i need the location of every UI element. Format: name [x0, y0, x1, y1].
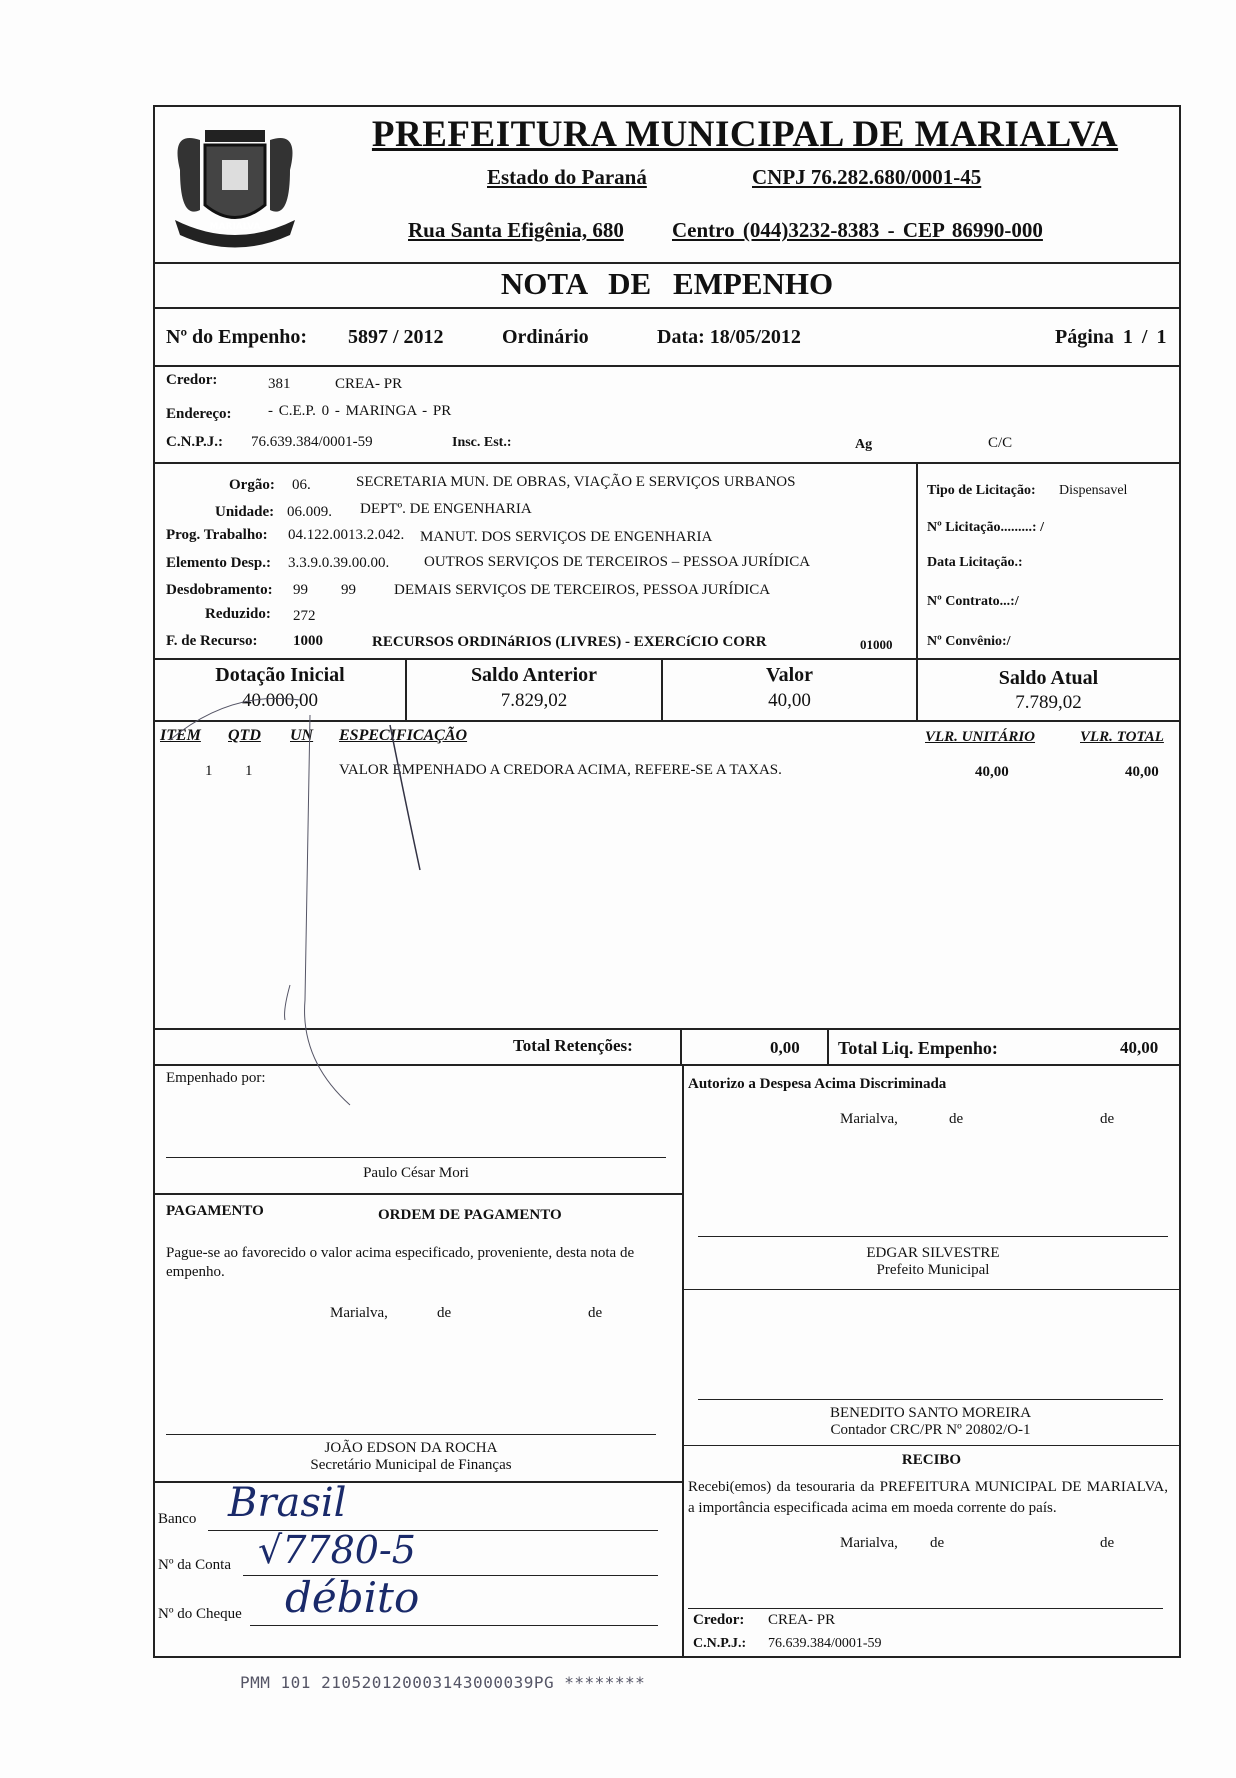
col-un: UN: [290, 727, 314, 744]
valor-label: Valor: [765, 664, 814, 686]
recibo-cnpj-label: C.N.P.J.:: [693, 1636, 747, 1651]
recurso-num: 01000: [860, 637, 893, 652]
ag-label: Ag: [855, 437, 873, 452]
orgao-label: Orgão:: [229, 477, 275, 493]
licitacao-tipo-label: Tipo de Licitação:: [927, 483, 1036, 498]
cc-label: C/C: [988, 435, 1013, 451]
pagamento-title: PAGAMENTO: [166, 1203, 264, 1219]
banco-label: Banco: [158, 1511, 197, 1527]
doc-title: NOTA DE EMPENHO: [500, 266, 834, 301]
banco-signature: Brasil: [228, 1480, 347, 1526]
licitacao-data: Data Licitação.:: [927, 555, 1023, 570]
credor-code: 381: [268, 376, 291, 392]
elemento-name: OUTROS SERVIÇOS DE TERCEIROS – PESSOA JURÍDICA: [424, 554, 811, 570]
saldo-atual-value: 7.789,02: [1015, 692, 1082, 713]
empenho-page: Página 1 / 1: [1055, 326, 1167, 348]
pagamento-de1: de: [437, 1305, 452, 1321]
unidade-code: 06.009.: [287, 504, 332, 520]
saldo-anterior-value: 7.829,02: [500, 690, 568, 711]
orgao-name: SECRETARIA MUN. DE OBRAS, VIAÇÃO E SERVIÇOS URBANOS: [356, 474, 796, 490]
cheque-signature: débito: [285, 1573, 420, 1622]
prog-code: 04.122.0013.2.042.: [288, 527, 405, 543]
empenho-label: Nº do Empenho:: [166, 326, 308, 348]
item-vtotal: 40,00: [1125, 764, 1159, 780]
empenhado-name: Paulo César Mori: [363, 1165, 469, 1181]
recurso-name: RECURSOS ORDINáRIOS (LIVRES) - EXERCíCIO CORR: [372, 634, 767, 650]
autorizo-city: Marialva,: [840, 1111, 898, 1127]
contador-role: Contador CRC/PR Nº 20802/O-1: [830, 1422, 1031, 1438]
elemento-code: 3.3.9.0.39.00.00.: [288, 555, 390, 571]
recibo-text: Recebi(emos) da tesouraria da PREFEITURA MUNICIPAL DE MARIALVA, a importância especificada acima em moeda corrente do país.: [688, 1479, 1168, 1516]
desdob-label: Desdobramento:: [166, 582, 273, 598]
credor-label: Credor:: [166, 372, 218, 388]
dotacao-value: 40.000,00: [242, 690, 318, 711]
unidade-name: DEPTº. DE ENGENHARIA: [360, 501, 532, 517]
valor-value: 40,00: [768, 690, 811, 711]
desdob-b: 99: [341, 582, 356, 598]
col-vtotal: VLR. TOTAL: [1080, 729, 1164, 745]
empenho-number: 5897 / 2012: [348, 326, 444, 348]
licitacao-contrato: Nº Contrato...:/: [927, 594, 1019, 609]
desdob-a: 99: [293, 582, 308, 598]
conta-label: Nº da Conta: [158, 1557, 231, 1573]
cnpj-label: C.N.P.J.:: [166, 434, 223, 450]
empenho-date: Data: 18/05/2012: [657, 326, 801, 348]
autorizo-title: Autorizo a Despesa Acima Discriminada: [688, 1076, 947, 1092]
credor-cnpj: 76.639.384/0001-59: [251, 434, 373, 450]
header-title: PREFEITURA MUNICIPAL DE MARIALVA: [371, 114, 1119, 155]
address-label: Endereço:: [166, 406, 232, 422]
recibo-de2: de: [1100, 1535, 1115, 1551]
desdob-name: DEMAIS SERVIÇOS DE TERCEIROS, PESSOA JURÍDICA: [394, 582, 771, 598]
reduzido-label: Reduzido:: [205, 606, 271, 622]
pagamento-city: Marialva,: [330, 1305, 388, 1321]
col-vunit: VLR. UNITÁRIO: [925, 729, 1036, 745]
header-address: Rua Santa Efigênia, 680: [408, 218, 624, 242]
empenho-type: Ordinário: [502, 326, 589, 348]
header-cnpj: CNPJ 76.282.680/0001-45: [752, 165, 982, 189]
autorizo-de1: de: [949, 1111, 964, 1127]
licitacao-num: Nº Licitação.........: /: [927, 520, 1044, 535]
empenhado-label: Empenhado por:: [166, 1070, 266, 1086]
header-state: Estado do Paraná: [487, 165, 647, 189]
elemento-label: Elemento Desp.:: [166, 555, 271, 571]
item-vunit: 40,00: [975, 764, 1009, 780]
unidade-label: Unidade:: [215, 504, 275, 520]
reduzido: 272: [293, 608, 316, 624]
item-qtd: 1: [245, 763, 253, 779]
recibo-cnpj: 76.639.384/0001-59: [768, 1636, 882, 1651]
insc-label: Insc. Est.:: [452, 435, 512, 450]
saldo-anterior-label: Saldo Anterior: [470, 664, 598, 686]
licitacao-tipo: Dispensavel: [1059, 483, 1128, 498]
col-item: ITEM: [160, 727, 201, 744]
recibo-de1: de: [930, 1535, 945, 1551]
licitacao-convenio: Nº Convênio:/: [927, 634, 1011, 649]
credor-name: CREA- PR: [335, 376, 403, 392]
credor-address: - C.E.P. 0 - MARINGA - PR: [268, 403, 452, 419]
pagamento-text: Pague-se ao favorecido o valor acima especificado, proveniente, desta nota de empenho.: [166, 1245, 635, 1280]
saldo-atual-label: Saldo Atual: [998, 667, 1099, 689]
item-number: 1: [205, 763, 213, 779]
prog-label: Prog. Trabalho:: [166, 527, 268, 543]
crest-label: MARIALVA: [209, 222, 261, 232]
prog-name: MANUT. DOS SERVIÇOS DE ENGENHARIA: [420, 529, 713, 545]
total-retencoes-label: Total Retenções:: [513, 1036, 633, 1055]
header-district: Centro (044)3232-8383 - CEP 86990-000: [672, 218, 1043, 242]
recibo-city: Marialva,: [840, 1535, 898, 1551]
total-retencoes: 0,00: [770, 1038, 800, 1057]
col-espec: ESPECIFICAÇÃO: [339, 727, 468, 744]
total-liq-label: Total Liq. Empenho:: [838, 1038, 998, 1058]
col-qtd: QTD: [228, 727, 261, 744]
dotacao-label: Dotação Inicial: [215, 664, 345, 686]
recibo-title: RECIBO: [901, 1452, 962, 1468]
secretario-role: Secretário Municipal de Finanças: [310, 1457, 512, 1473]
recibo-credor: CREA- PR: [768, 1612, 836, 1628]
item-espec: VALOR EMPENHADO A CREDORA ACIMA, REFERE-SE A TAXAS.: [339, 762, 782, 778]
autorizo-de2: de: [1100, 1111, 1115, 1127]
prefeito-role: Prefeito Municipal: [876, 1262, 990, 1278]
ordem-title: ORDEM DE PAGAMENTO: [378, 1207, 562, 1223]
pagamento-de2: de: [588, 1305, 603, 1321]
total-liq: 40,00: [1120, 1038, 1159, 1057]
secretario-name: JOÃO EDSON DA ROCHA: [324, 1440, 498, 1456]
contador-name: BENEDITO SANTO MOREIRA: [829, 1405, 1032, 1421]
conta-signature: √7780-5: [258, 1528, 416, 1572]
recibo-credor-label: Credor:: [693, 1612, 745, 1628]
prefeito-name: EDGAR SILVESTRE: [866, 1245, 1000, 1261]
cheque-label: Nº do Cheque: [158, 1606, 242, 1622]
recurso-code: 1000: [293, 633, 323, 649]
footer-stamp: PMM 101 210520120003143000039PG ********: [240, 1673, 646, 1692]
recurso-label: F. de Recurso:: [166, 633, 258, 649]
orgao-code: 06.: [292, 477, 311, 493]
